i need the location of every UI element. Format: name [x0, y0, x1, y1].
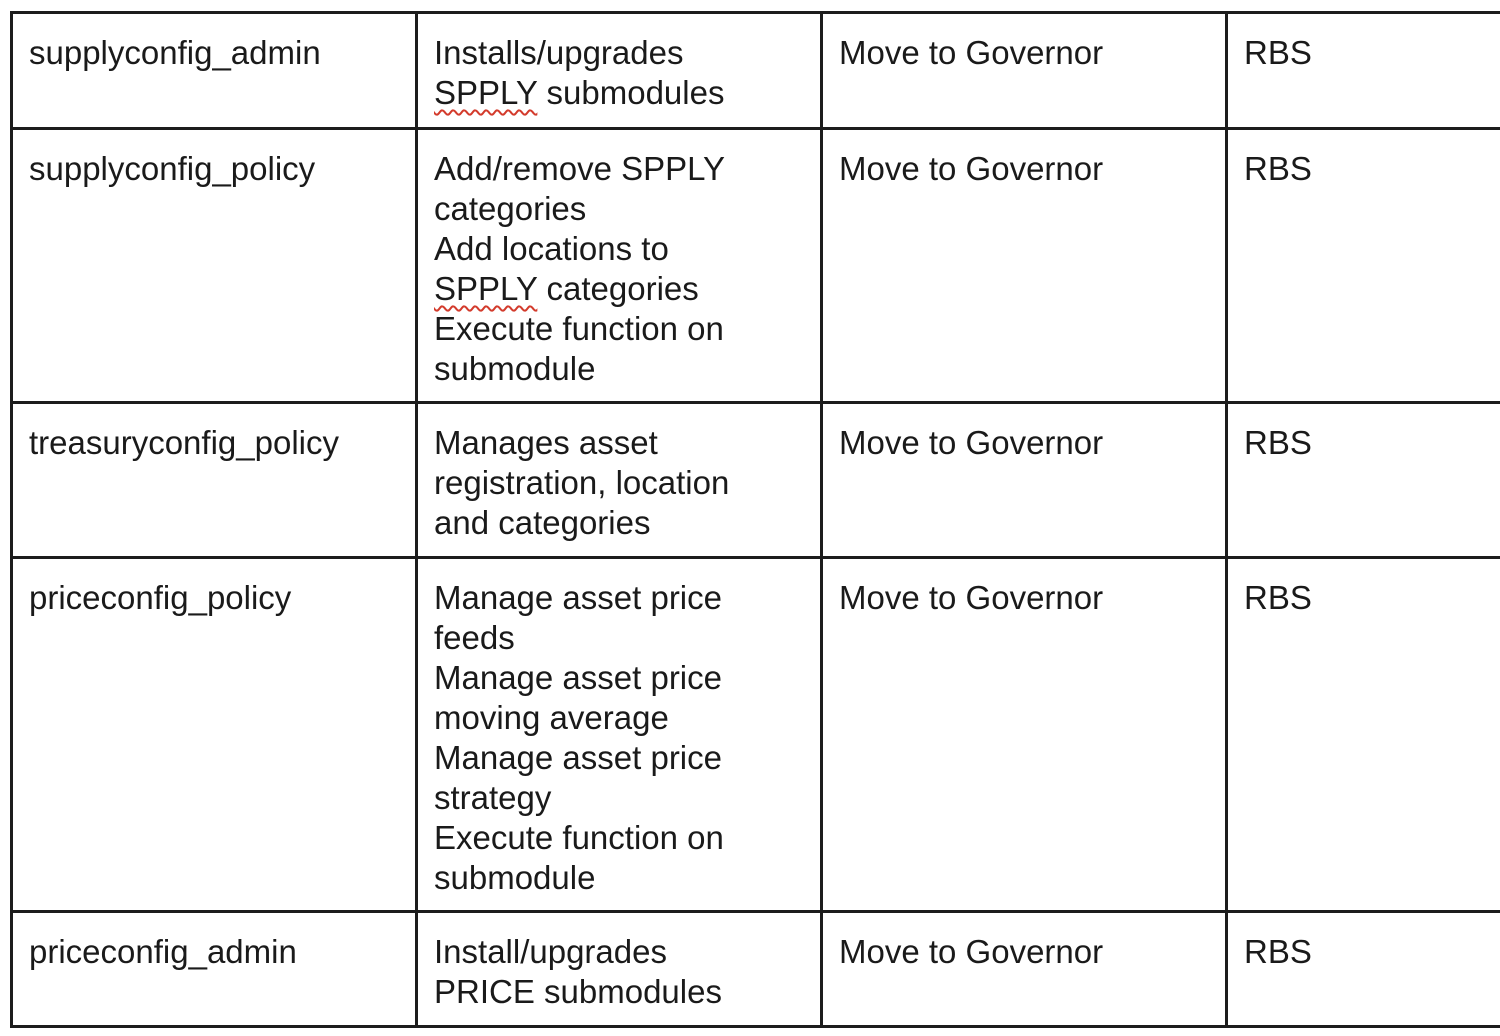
table-row [12, 912, 1500, 1027]
description-line: and categories [434, 504, 651, 541]
action-cell: Move to Governor [822, 558, 1227, 912]
owner-cell: RBS [1227, 912, 1500, 1027]
spellcheck-word: SPPLY [434, 74, 538, 111]
table-row [12, 13, 1500, 129]
description-line: moving average [434, 699, 669, 736]
description-line: Manages asset [434, 424, 658, 461]
description-cell [417, 129, 822, 403]
description-line: PRICE submodules [434, 973, 722, 1010]
description-line-rest: categories [537, 270, 699, 307]
description-line: Manage asset price [434, 579, 722, 616]
description-line: Manage asset price [434, 659, 722, 696]
description-line: Install/upgrades [434, 933, 667, 970]
description-line: Add/remove SPPLY [434, 150, 726, 187]
description-line: submodule [434, 859, 596, 896]
owner-cell: RBS [1227, 403, 1500, 558]
owner-cell: RBS [1227, 558, 1500, 912]
table-row [12, 129, 1500, 403]
role-cell: priceconfig_policy [12, 558, 417, 912]
description-line: Add locations to [434, 230, 669, 267]
action-cell: Move to Governor [822, 129, 1227, 403]
description-line: Installs/upgrades [434, 34, 684, 71]
description-line: Execute function on [434, 819, 724, 856]
roles-table [10, 11, 1500, 1028]
description-line [434, 269, 804, 309]
description-line-rest: submodules [537, 74, 725, 111]
description-line: feeds [434, 619, 515, 656]
description-cell [417, 558, 822, 912]
table-row [12, 558, 1500, 912]
role-cell: supplyconfig_policy [12, 129, 417, 403]
spellcheck-word: SPPLY [434, 270, 538, 307]
role-cell: treasuryconfig_policy [12, 403, 417, 558]
owner-cell: RBS [1227, 13, 1500, 129]
table-row [12, 403, 1500, 558]
description-line: strategy [434, 779, 552, 816]
description-line: categories [434, 190, 587, 227]
action-cell: Move to Governor [822, 912, 1227, 1027]
role-cell: priceconfig_admin [12, 912, 417, 1027]
description-line [434, 73, 804, 113]
description-cell [417, 403, 822, 558]
description-line: submodule [434, 350, 596, 387]
description-cell [417, 912, 822, 1027]
owner-cell: RBS [1227, 129, 1500, 403]
action-cell: Move to Governor [822, 403, 1227, 558]
description-line: Execute function on [434, 310, 724, 347]
description-cell [417, 13, 822, 129]
role-cell: supplyconfig_admin [12, 13, 417, 129]
description-line: registration, location [434, 464, 730, 501]
description-line: Manage asset price [434, 739, 722, 776]
action-cell: Move to Governor [822, 13, 1227, 129]
